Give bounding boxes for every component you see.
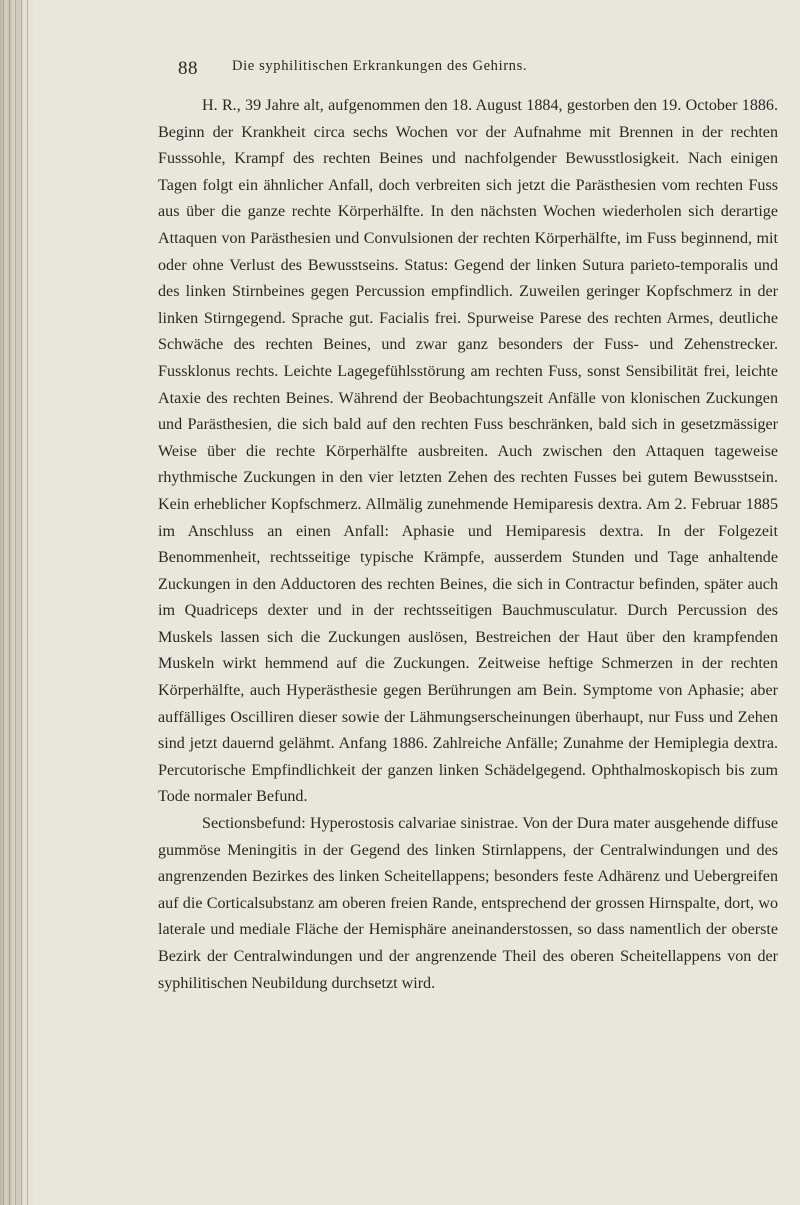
book-binding-edge	[0, 0, 36, 1205]
binding-line	[27, 0, 28, 1205]
binding-line	[3, 0, 4, 1205]
binding-line	[15, 0, 16, 1205]
autopsy-findings-paragraph: Sectionsbefund: Hyperostosis calvariae sinistrae. Von der Dura mater ausgehende diffuse gummöse Meningitis in der Gegend des linken Stirnlappens, der Centralwindungen und des angrenzenden Bezirkes des linken Scheitellappens; besonders feste Adhärenz und Uebergreifen auf die Corticalsubstanz am oberen freien Rande, entsprechend der grossen Hirnspalte, dort, wo laterale und mediale Fläche der Hemisphäre aneinanderstossen, so dass namentlich der oberste Bezirk der Centralwindungen und der angrenzende Theil des oberen Scheitellappens von der syphilitischen Neubildung durchsetzt wird.	[158, 815, 778, 992]
body-text	[158, 93, 778, 997]
book-page	[158, 50, 778, 997]
case-history-paragraph: H. R., 39 Jahre alt, aufgenommen den 18. August 1884, gestorben den 19. October 1886. Beginn der Krankheit circa sechs Wochen vor der Aufnahme mit Brennen in der rechten Fusssohle, Krampf des rechten Beines und nachfolgender Bewusstlosigkeit. Nach einigen Tagen folgt ein ähnlicher Anfall, doch verbreiten sich jetzt die Parästhesien vom rechten Fuss aus über die ganze rechte Körperhälfte. In den nächsten Wochen wiederholen sich derartige Attaquen von Parästhesien und Convulsionen der rechten Körperhälfte, im Fuss beginnend, mit oder ohne Verlust des Bewusstseins. Status: Gegend der linken Sutura parieto-temporalis und des linken Stirnbeines gegen Percussion empfindlich. Zuweilen geringer Kopfschmerz in der linken Stirngegend. Sprache gut. Facialis frei. Spurweise Parese des rechten Armes, deutliche Schwäche des rechten Beines, und zwar ganz besonders der Fuss- und Zehenstrecker. Fussklonus rechts. Leichte Lagegefühlsstörung am rechten Fuss, sonst Sensibilität frei, leichte Ataxie des rechten Beines. Während der Beobachtungszeit Anfälle von klonischen Zuckungen und Parästhesien, die sich bald auf den rechten Fuss beschränken, bald sich in gesetzmässiger Weise über die rechte Körperhälfte ausbreiten. Auch zwischen den Attaquen tageweise rhythmische Zuckungen in den vier letzten Zehen des rechten Fusses bei gutem Bewusstsein. Kein erheblicher Kopfschmerz. Allmälig zunehmende Hemiparesis dextra. Am 2. Februar 1885 im Anschluss an einen Anfall: Aphasie und Hemiparesis dextra. In der Folgezeit Benommenheit, rechtsseitige typische Krämpfe, ausserdem Stunden und Tage anhaltende Zuckungen in den Adductoren des rechten Beines, die sich in Contractur befinden, später auch im Quadriceps dexter und in der rechtsseitigen Bauchmusculatur. Durch Percussion des Muskels lassen sich die Zuckungen auslösen, Bestreichen der Haut über den krampfenden Muskeln wirkt hemmend auf die Zuckungen. Zeitweise heftige Schmerzen in der rechten Körperhälfte, auch Hyperästhesie gegen Berührungen am Bein. Symptome von Aphasie; aber auffälliges Oscilliren dieser sowie der Lähmungserscheinungen überhaupt, nur Fuss und Zehen sind jetzt dauernd gelähmt. Anfang 1886. Zahlreiche Anfälle; Zunahme der Hemiplegia dextra. Percutorische Empfindlichkeit der ganzen linken Schädelgegend. Ophthalmoskopisch bis zum Tode normaler Befund.	[158, 97, 778, 806]
binding-line	[21, 0, 22, 1205]
page-title: Die syphilitischen Erkrankungen des Gehirns.	[232, 58, 528, 74]
binding-line	[9, 0, 10, 1205]
running-head	[158, 50, 778, 90]
page-number: 88	[178, 58, 198, 79]
